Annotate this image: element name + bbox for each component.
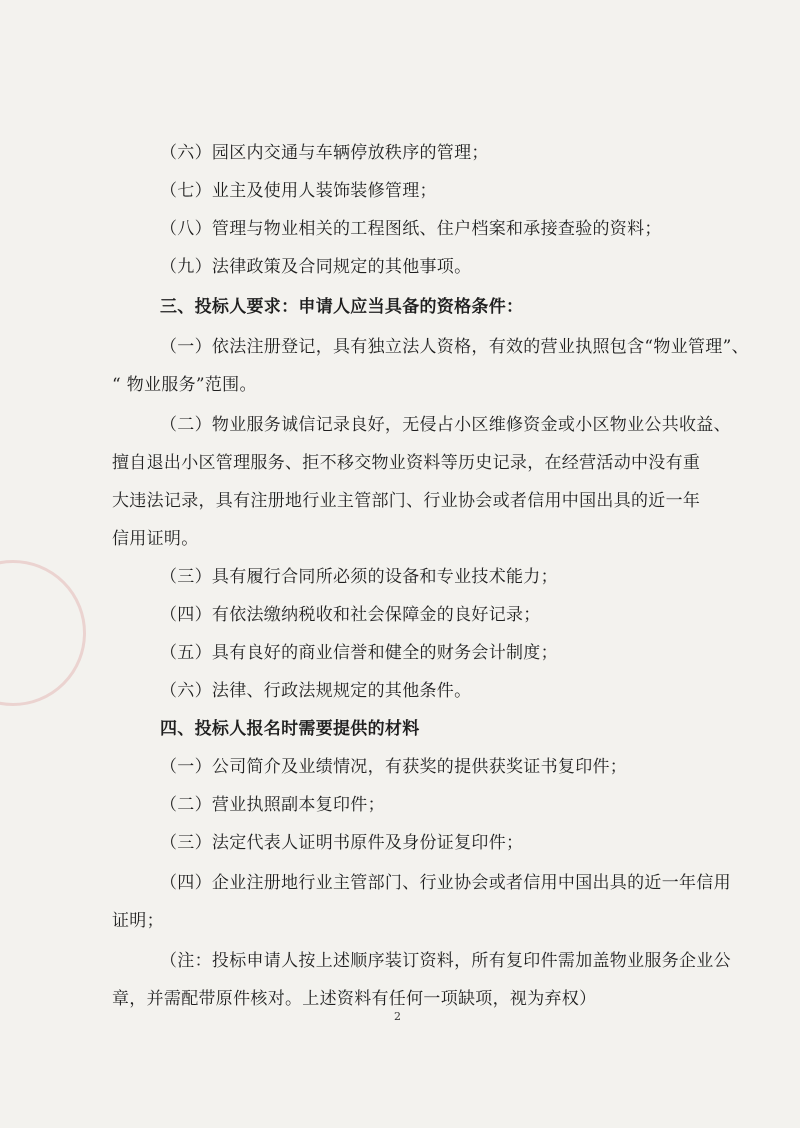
item-six-traffic: （六）园区内交通与车辆停放秩序的管理； <box>160 143 489 163</box>
req-two-line-2: 擅自退出小区管理服务、拒不移交物业资料等历史记录，在经营活动中没有重 <box>112 453 701 473</box>
section-three-heading: 三、投标人要求：申请人应当具备的资格条件： <box>160 297 524 317</box>
item-eight-records: （八）管理与物业相关的工程图纸、住户档案和承接查验的资料； <box>160 219 662 239</box>
material-four-line-2: 证明； <box>112 911 164 931</box>
material-four-line-1: （四）企业注册地行业主管部门、行业协会或者信用中国出具的近一年信用 <box>160 873 731 893</box>
req-two-line-1: （二）物业服务诚信记录良好，无侵占小区维修资金或小区物业公共收益、 <box>160 415 731 435</box>
material-one: （一）公司简介及业绩情况，有获奖的提供获奖证书复印件； <box>160 757 628 777</box>
seal-stamp-partial <box>0 560 86 706</box>
note-line-1: （注：投标申请人按上述顺序装订资料，所有复印件需加盖物业服务企业公 <box>160 951 731 971</box>
section-four-heading: 四、投标人报名时需要提供的材料 <box>160 719 420 739</box>
material-three: （三）法定代表人证明书原件及身份证复印件； <box>160 833 524 853</box>
req-one-line-2: “ 物业服务”范围。 <box>112 375 257 395</box>
note-line-2: 章，并需配带原件核对。上述资料有任何一项缺项，视为弃权） <box>112 989 597 1009</box>
req-three: （三）具有履行合同所必须的设备和专业技术能力； <box>160 567 558 587</box>
req-two-line-3: 大违法记录，具有注册地行业主管部门、行业协会或者信用中国出具的近一年 <box>112 491 701 511</box>
material-two: （二）营业执照副本复印件； <box>160 795 385 815</box>
item-seven-decoration: （七）业主及使用人装饰装修管理； <box>160 181 437 201</box>
req-one-line-1: （一）依法注册登记，具有独立法人资格，有效的营业执照包含“物业管理”、 <box>160 337 749 357</box>
req-four: （四）有依法缴纳税收和社会保障金的良好记录； <box>160 605 541 625</box>
page-number: 2 <box>394 1010 401 1023</box>
req-six: （六）法律、行政法规规定的其他条件。 <box>160 681 472 701</box>
item-nine-other: （九）法律政策及合同规定的其他事项。 <box>160 257 472 277</box>
req-two-line-4: 信用证明。 <box>112 529 199 549</box>
req-five: （五）具有良好的商业信誉和健全的财务会计制度； <box>160 643 558 663</box>
